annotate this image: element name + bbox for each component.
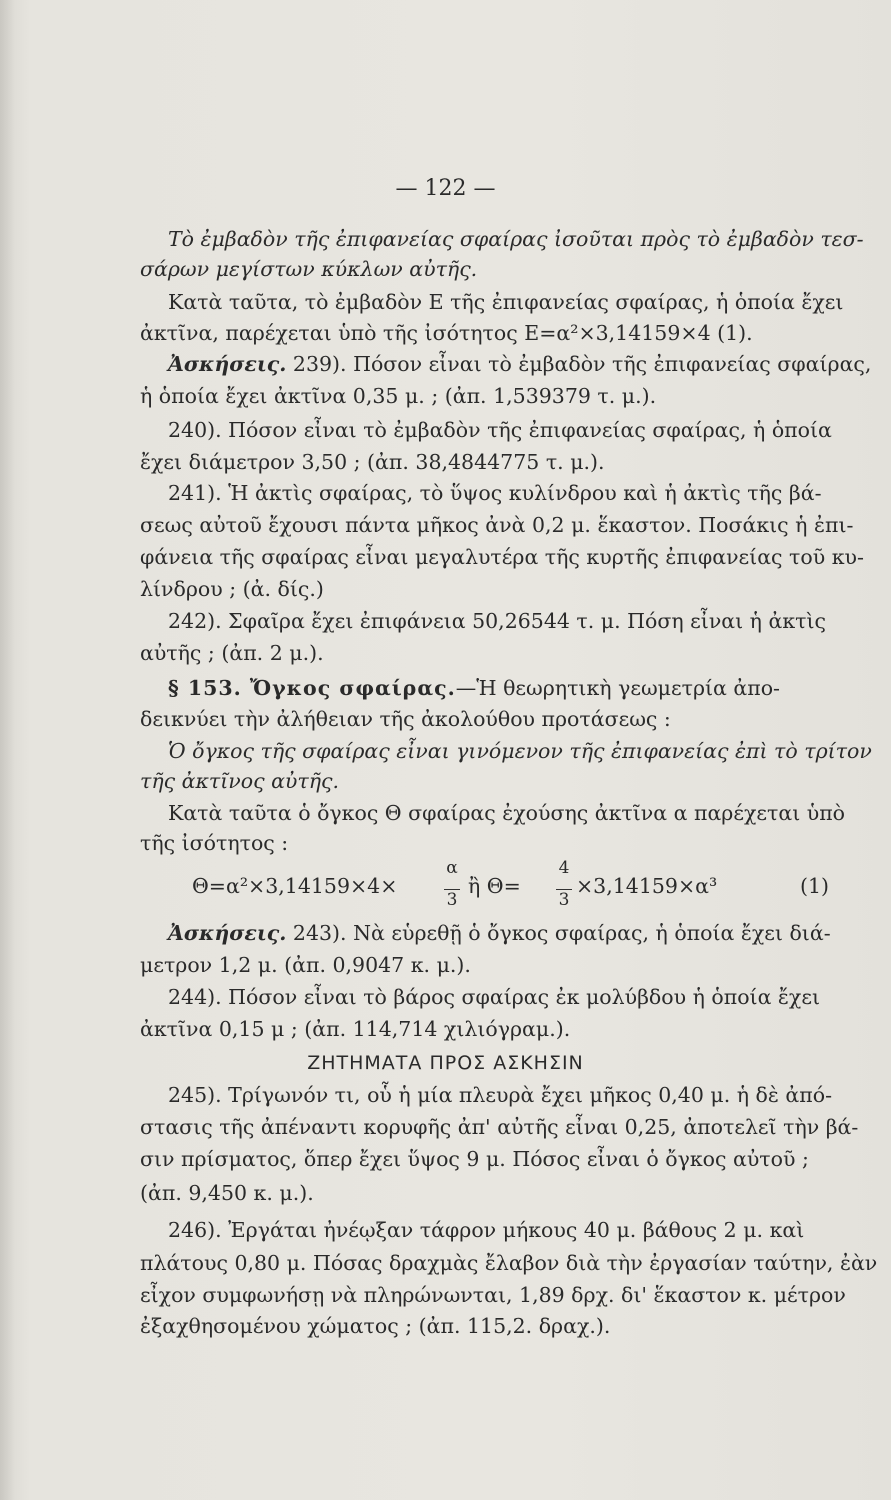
text-line: Ὁ ὄγκος τῆς σφαίρας εἶναι γινόμενον τῆς ἐπιφανείας ἐπὶ τὸ τρίτον <box>168 739 872 763</box>
fraction-denominator: 3 <box>446 890 458 910</box>
text-line: 246). Ἐργάται ἠνέῳξαν τάφρον μήκους 40 μ. βάθους 2 μ. καὶ <box>168 1218 805 1242</box>
exercises-label: Ἀσκήσεις. <box>168 921 287 945</box>
fraction-numerator: 4 <box>558 858 570 878</box>
page-edge-shadow <box>0 0 14 1500</box>
text-line: φάνεια τῆς σφαίρας εἶναι μεγαλυτέρα τῆς κυρτῆς ἐπιφανείας τοῦ κυ- <box>140 545 864 569</box>
text-line: λίνδρου ; (ἀ. δίς.) <box>140 577 324 601</box>
text-line: σάρων μεγίστων κύκλων αὐτῆς. <box>140 257 478 281</box>
text-line: ἡ ὁποία ἔχει ἀκτῖνα 0,35 μ. ; (ἀπ. 1,539379 τ. μ.). <box>140 384 657 408</box>
text-line: ἀκτῖνα 0,15 μ ; (ἀπ. 114,714 χιλιόγραμ.). <box>140 1017 571 1041</box>
text-line: (ἀπ. 9,450 κ. μ.). <box>140 1181 314 1205</box>
text-line: Τὸ ἐμβαδὸν τῆς ἐπιφανείας σφαίρας ἰσοῦται πρὸς τὸ ἐμβαδὸν τεσ- <box>168 227 864 251</box>
formula-part: ×3,14159×α³ <box>576 874 718 898</box>
formula-part: ἢ Θ= <box>468 874 521 898</box>
text-line: 244). Πόσον εἶναι τὸ βάρος σφαίρας ἐκ μολύβδου ἡ ὁποία ἔχει <box>168 985 821 1009</box>
text-line: 241). Ἡ ἀκτὶς σφαίρας, τὸ ὕψος κυλίνδρου καὶ ἡ ἀκτὶς τῆς βά- <box>168 481 822 505</box>
section-title: § 153. Ὄγκος σφαίρας. <box>168 676 456 700</box>
text-line: 240). Πόσον εἶναι τὸ ἐμβαδὸν τῆς ἐπιφανείας σφαίρας, ἡ ὁποία <box>168 418 832 442</box>
text-line: Κατὰ ταῦτα, τὸ ἐμβαδὸν Ε τῆς ἐπιφανείας σφαίρας, ἡ ὁποία ἔχει <box>168 290 844 314</box>
exercises-label: Ἀσκήσεις. <box>168 352 287 376</box>
text-line: ἀκτῖνα, παρέχεται ὑπὸ τῆς ἰσότητος Ε=α²×3,14159×4 (1). <box>140 321 753 345</box>
fraction-denominator: 3 <box>558 890 570 910</box>
section-heading-line <box>168 675 780 701</box>
page-number: — 122 — <box>395 176 496 201</box>
text-span: 239). Πόσον εἶναι τὸ ἐμβαδὸν τῆς ἐπιφανείας σφαίρας, <box>286 352 872 376</box>
text-line: Κατὰ ταῦτα ὁ ὄγκος Θ σφαίρας ἐχούσης ἀκτῖνα α παρέχεται ὑπὸ <box>168 801 846 825</box>
fraction-numerator: α <box>446 858 458 878</box>
text-line: εἶχον συμφωνήσῃ νὰ πληρώνωνται, 1,89 δρχ. δι' ἕκαστον κ. μέτρον <box>140 1283 846 1307</box>
text-line: σιν πρίσματος, ὅπερ ἔχει ὕψος 9 μ. Πόσος εἶναι ὁ ὄγκος αὐτοῦ ; <box>140 1147 809 1171</box>
text-line: αὐτῆς ; (ἀπ. 2 μ.). <box>140 641 324 665</box>
text-line: τῆς ἀκτῖνος αὐτῆς. <box>140 769 340 793</box>
text-line: δεικνύει τὴν ἀλήθειαν τῆς ἀκολούθου προτάσεως : <box>140 707 671 731</box>
text-line: ἔχει διάμετρον 3,50 ; (ἀπ. 38,4844775 τ. μ.). <box>140 450 605 474</box>
text-line: πλάτους 0,80 μ. Πόσας δραχμὰς ἔλαβον διὰ τὴν ἐργασίαν ταύτην, ἐὰν <box>140 1251 878 1275</box>
volume-formula <box>192 858 852 910</box>
text-line: μετρον 1,2 μ. (ἀπ. 0,9047 κ. μ.). <box>140 953 471 977</box>
text-line: ἐξαχθησομένου χώματος ; (ἀπ. 115,2. δραχ.). <box>140 1314 611 1338</box>
exercises-heading: ΖΗΤΗΜΑΤΑ ΠΡΟΣ ΑΣΚΗΣΙΝ <box>307 1052 584 1074</box>
text-line <box>168 351 871 377</box>
formula-label: (1) <box>800 874 830 898</box>
text-line: 245). Τρίγωνόν τι, οὗ ἡ μία πλευρὰ ἔχει μῆκος 0,40 μ. ἡ δὲ ἀπό- <box>168 1083 832 1107</box>
text-span: 243). Νὰ εὑρεθῇ ὁ ὄγκος σφαίρας, ἡ ὁποία ἔχει διά- <box>286 921 831 945</box>
text-line: στασις τῆς ἀπέναντι κορυφῆς ἀπ' αὐτῆς εἶναι 0,25, ἀποτελεῖ τὴν βά- <box>140 1115 859 1139</box>
text-line <box>168 920 831 946</box>
text-line: τῆς ἰσότητος : <box>140 831 289 855</box>
formula-part: Θ=α²×3,14159×4× <box>192 874 398 898</box>
text-line: σεως αὐτοῦ ἔχουσι πάντα μῆκος ἀνὰ 0,2 μ. ἕκαστον. Ποσάκις ἡ ἐπι- <box>140 513 854 537</box>
text-span: —Ἡ θεωρητικὴ γεωμετρία ἀπο- <box>455 676 780 700</box>
text-line: 242). Σφαῖρα ἔχει ἐπιφάνεια 50,26544 τ. μ. Πόση εἶναι ἡ ἀκτὶς <box>168 609 826 633</box>
